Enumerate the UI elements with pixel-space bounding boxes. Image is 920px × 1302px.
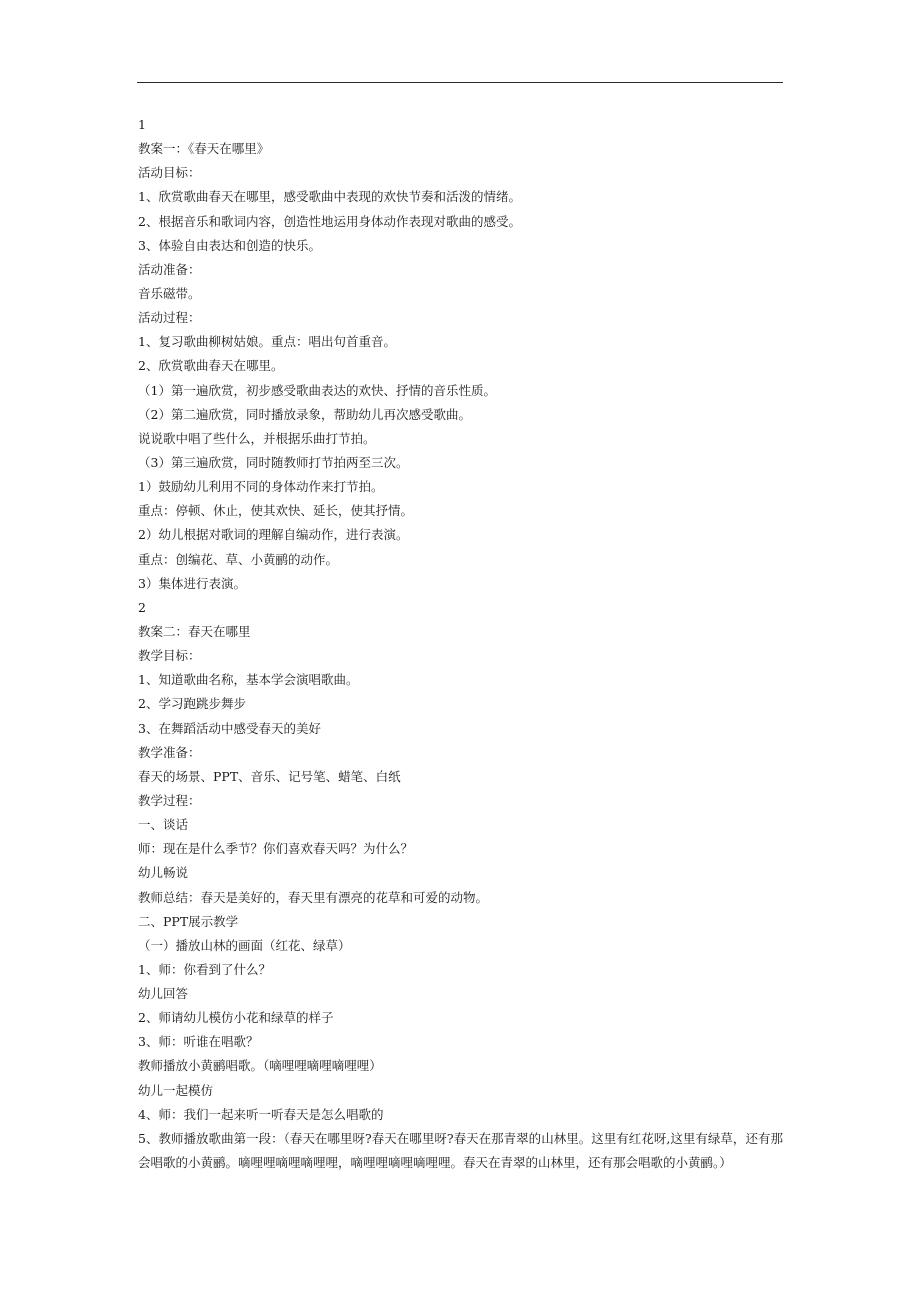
text-line: 2、欣赏歌曲春天在哪里。 <box>138 358 284 374</box>
text-line: 教学目标： <box>138 648 201 664</box>
text-line: 幼儿回答 <box>138 986 189 1002</box>
text-line: 2 <box>138 599 146 615</box>
text-line: 活动过程： <box>138 310 201 326</box>
text-line: 一、谈话 <box>138 817 189 833</box>
text-line: 教案二：春天在哪里 <box>138 623 251 639</box>
text-line: 4、师：我们一起来听一听春天是怎么唱歌的 <box>138 1106 384 1122</box>
text-line: 二、PPT展示教学 <box>138 913 239 929</box>
text-line: 重点：创编花、草、小黄鹂的动作。 <box>138 551 339 567</box>
text-line: 音乐磁带。 <box>138 285 201 301</box>
text-line: （3）第三遍欣赏，同时随教师打节拍两至三次。 <box>138 454 409 470</box>
text-line: 1、师：你看到了什么？ <box>138 961 271 977</box>
text-line: 1、复习歌曲柳树姑娘。重点：唱出句首重音。 <box>138 334 396 350</box>
text-line: 教师播放小黄鹂唱歌。（嘀哩哩嘀哩嘀哩哩） <box>138 1058 382 1074</box>
text-line: 2）幼儿根据对歌词的理解自编动作，进行表演。 <box>138 527 409 543</box>
text-line: 活动准备： <box>138 261 201 277</box>
text-line: （2）第二遍欣赏，同时播放录象，帮助幼儿再次感受歌曲。 <box>138 406 471 422</box>
text-line: 活动目标： <box>138 165 201 181</box>
text-line: 教师总结：春天是美好的，春天里有漂亮的花草和可爱的动物。 <box>138 889 489 905</box>
text-line: 3、师：听谁在唱歌？ <box>138 1034 259 1050</box>
document-body <box>138 113 783 1175</box>
text-line: 1、欣赏歌曲春天在哪里，感受歌曲中表现的欢快节奏和活泼的情绪。 <box>138 189 521 205</box>
text-line: 教学过程： <box>138 792 201 808</box>
text-line: 3）集体进行表演。 <box>138 575 246 591</box>
text-line: 幼儿畅说 <box>138 865 189 881</box>
header-rule <box>137 82 783 83</box>
text-line: 师：现在是什么季节？你们喜欢春天吗？为什么？ <box>138 841 414 857</box>
text-line: 幼儿一起模仿 <box>138 1082 214 1098</box>
text-line: 重点：停顿、休止，使其欢快、延长，使其抒情。 <box>138 503 414 519</box>
text-line: 教学准备： <box>138 744 201 760</box>
text-line: 说说歌中唱了些什么，并根据乐曲打节拍。 <box>138 430 376 446</box>
text-line: 春天的场景、PPT、音乐、记号笔、蜡笔、白纸 <box>138 768 401 784</box>
text-line: 1 <box>138 117 146 132</box>
text-line: （1）第一遍欣赏，初步感受歌曲表达的欢快、抒情的音乐性质。 <box>138 382 496 398</box>
text-line: 2、学习跑跳步舞步 <box>138 696 246 712</box>
text-line: 2、师请幼儿模仿小花和绿草的样子 <box>138 1010 334 1026</box>
text-line: 3、体验自由表达和创造的快乐。 <box>138 237 321 253</box>
text-line: 3、在舞蹈活动中感受春天的美好 <box>138 720 321 736</box>
text-line: 2、根据音乐和歌词内容，创造性地运用身体动作表现对歌曲的感受。 <box>138 213 521 229</box>
text-line: 1）鼓励幼儿利用不同的身体动作来打节拍。 <box>138 479 384 495</box>
text-line: 1、知道歌曲名称，基本学会演唱歌曲。 <box>138 672 359 688</box>
text-line: 教案一：《春天在哪里》 <box>138 141 270 157</box>
text-paragraph: 5、教师播放歌曲第一段：（春天在哪里呀?春天在哪里呀?春天在那青翠的山林里。这里有红花呀,这里有绿草，还有那会唱歌的小黄鹂。嘀哩哩嘀哩嘀哩哩，嘀哩哩嘀哩嘀哩哩。春天在青翠的山林里，还有那会唱歌的小黄鹂。） <box>138 1130 783 1171</box>
text-line: （一）播放山林的画面（红花、绿草） <box>138 937 351 953</box>
